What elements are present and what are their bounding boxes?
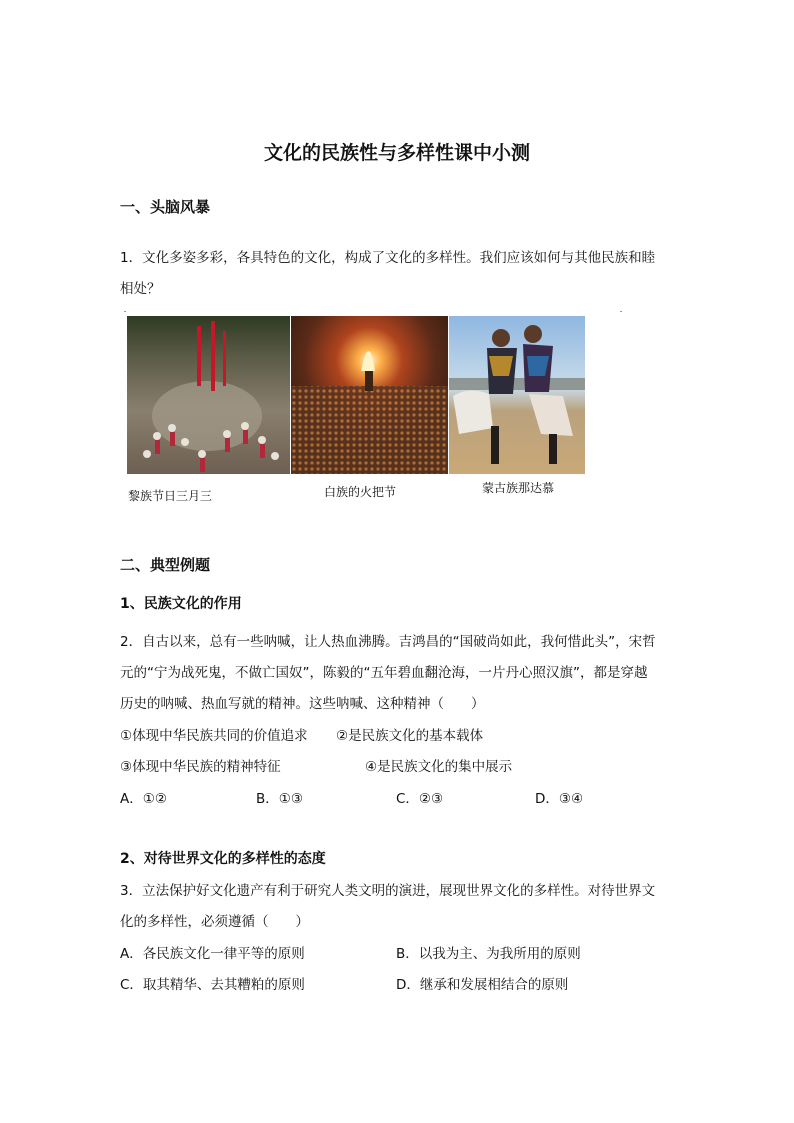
question-2-statement-1: ①体现中华民族共同的价值追求 [120, 728, 308, 744]
subheading-role-of-national-culture: 1、民族文化的作用 [120, 596, 242, 612]
section-heading-brainstorm: 一、头脑风暴 [120, 198, 211, 216]
question-2-statement-2: ②是民族文化的基本载体 [336, 728, 484, 744]
question-3-choice-d: D．继承和发展相结合的原则 [396, 977, 569, 993]
question-2-choice-c: C．②③ [396, 791, 444, 807]
question-2-choice-d: D．③④ [535, 791, 584, 807]
question-3-line-2: 化的多样性，必须遵循（ ） [120, 914, 309, 930]
caption-mongolian-naadam: 蒙古族那达慕 [482, 481, 555, 495]
question-2-statement-4: ④是民族文化的集中展示 [365, 759, 513, 775]
caption-li-festival: 黎族节日三月三 [128, 489, 213, 503]
question-3-line-1: 3．立法保护好文化遗产有利于研究人类文明的演进，展现世界文化的多样性。对待世界文 [120, 883, 656, 899]
image-frame-mark [620, 311, 622, 312]
subheading-attitude-to-cultural-diversity: 2、对待世界文化的多样性的态度 [120, 851, 326, 867]
photo-li-festival [127, 316, 290, 474]
question-1-line-1: 1．文化多姿多彩，各具特色的文化，构成了文化的多样性。我们应该如何与其他民族和睦 [120, 250, 656, 266]
photo-bai-torch-festival [291, 316, 448, 474]
caption-bai-torch-festival: 白族的火把节 [324, 485, 397, 499]
section-heading-examples: 二、典型例题 [120, 556, 211, 574]
question-2-line-2: 元的“宁为战死鬼，不做亡国奴”，陈毅的“五年碧血翻沧海，一片丹心照汉旗”，都是穿越 [120, 665, 648, 681]
question-2-line-3: 历史的呐喊、热血写就的精神。这些呐喊、这种精神（ ） [120, 696, 485, 712]
question-3-choice-b: B．以我为主、为我所用的原则 [396, 946, 581, 962]
question-3-choice-a: A．各民族文化一律平等的原则 [120, 946, 305, 962]
question-2-line-1: 2．自古以来，总有一些呐喊，让人热血沸腾。吉鸿昌的“国破尚如此，我何惜此头”，宋哲 [120, 634, 656, 650]
question-2-statement-3: ③体现中华民族的精神特征 [120, 759, 281, 775]
page-title: 文化的民族性与多样性课中小测 [263, 142, 530, 164]
photo-mongolian-naadam [449, 316, 585, 474]
question-2-choice-a: A．①② [120, 791, 167, 807]
image-frame-mark [124, 311, 126, 312]
question-2-choice-b: B．①③ [256, 791, 303, 807]
question-1-line-2: 相处？ [120, 281, 161, 297]
question-3-choice-c: C．取其精华、去其糟粕的原则 [120, 977, 305, 993]
